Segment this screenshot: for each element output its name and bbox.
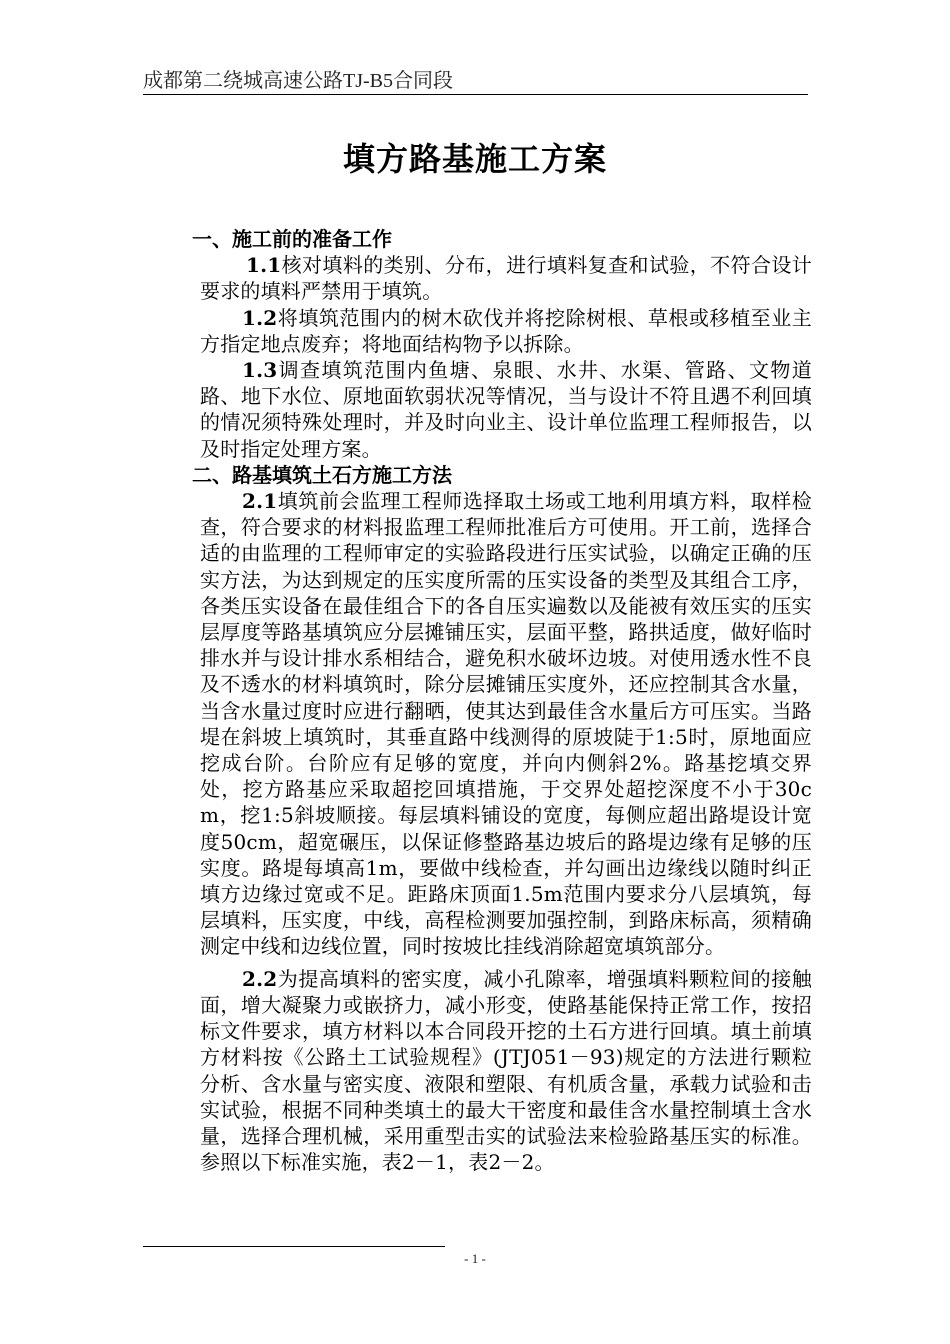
paragraph-text: 为提高填料的密实度，减小孔隙率，增强填料颗粒间的接触面，增大凝聚力或嵌挤力，减小形变，使路基能保持正常工作，按招标文件要求，填方材料以本合同段开挖的土石方进行回填。填土前填方材料按《公路土工试验规程》(JTJ051－93)规定的方法进行颗粒分析、含水量与密实度、液限和塑限、有机质含量，承载力试验和击实试验，根据不同种类填土的最大干密度和最佳含水量控制填土含水量，选择合理机械，采用重型击实的试验法来检验路基压实的标准。参照以下标准实施，表2－1，表2－2。 — [200, 966, 812, 1175]
footer-divider — [143, 1246, 445, 1247]
paragraph-number: 2.2 — [242, 966, 278, 991]
page-number: - 1 - — [464, 1251, 486, 1266]
section-heading-1: 一、施工前的准备工作 — [192, 227, 392, 251]
paragraph-number: 1.1 — [246, 253, 282, 278]
document-body — [192, 226, 812, 1175]
document-header: 成都第二绕城高速公路TJ-B5合同段 — [143, 70, 453, 92]
paragraph-1-1 — [200, 252, 812, 304]
paragraph-text: 核对填料的类别、分布，进行填料复查和试验，不符合设计要求的填料严禁用于填筑。 — [200, 253, 812, 304]
section-heading-2: 二、路基填筑土石方施工方法 — [192, 462, 452, 487]
paragraph-number: 1.2 — [242, 305, 278, 330]
paragraph-2-2 — [200, 966, 812, 1176]
header-divider — [143, 94, 808, 95]
paragraph-text: 调查填筑范围内鱼塘、泉眼、水井、水渠、管路、文物道路、地下水位、原地面软弱状况等情况，当与设计不符且遇不利回填的情况须特殊处理时，并及时向业主、设计单位监理工程师报告，以及时指定处理方案。 — [200, 358, 812, 461]
paragraph-1-2 — [200, 305, 812, 357]
paragraph-number: 2.1 — [242, 489, 278, 514]
document-title: 填方路基施工方案 — [342, 140, 607, 178]
paragraph-text: 将填筑范围内的树木砍伐并将挖除树根、草根或移植至业主方指定地点废弃；将地面结构物予以拆除。 — [200, 305, 812, 356]
paragraph-number: 1.3 — [242, 358, 278, 383]
paragraph-text: 填筑前会监理工程师选择取土场或工地利用填方料，取样检查，符合要求的材料报监理工程师批准后方可使用。开工前，选择合适的由监理的工程师审定的实验路段进行压实试验，以确定正确的压实方法，为达到规定的压实度所需的压实设备的类型及其组合工序，各类压实设备在最佳组合下的各自压实遍数以及能被有效压实的压实层厚度等路基填筑应分层摊铺压实，层面平整，路拱适度，做好临时排水并与设计排水系相结合，避免积水破坏边坡。对使用透水性不良及不透水的材料填筑时，除分层摊铺压实度外，还应控制其含水量，当含水量过度时应进行翻晒，使其达到最佳含水量后方可压实。当路堤在斜坡上填筑时，其垂直路中线测得的原坡陡于1:5时，原地面应挖成台阶。台阶应有足够的宽度，并向内侧斜2%。路基挖填交界处，挖方路基应采取超挖回填措施，于交界处超挖深度不小于30cm，挖1:5斜坡顺接。每层填料铺设的宽度，每侧应超出路堤设计宽度50cm，超宽碾压，以保证修整路基边坡后的路堤边缘有足够的压实度。路堤每填高1m，要做中线检查，并勾画出边缘线以随时纠正填方边缘过宽或不足。距路床顶面1.5m范围内要求分八层填筑，每层填料，压实度，中线，高程检测要加强控制，到路床标高，须精确测定中线和边线位置，同时按坡比挂线消除超宽填筑部分。 — [200, 489, 812, 959]
paragraph-1-3 — [200, 357, 812, 462]
paragraph-2-1 — [200, 488, 812, 960]
